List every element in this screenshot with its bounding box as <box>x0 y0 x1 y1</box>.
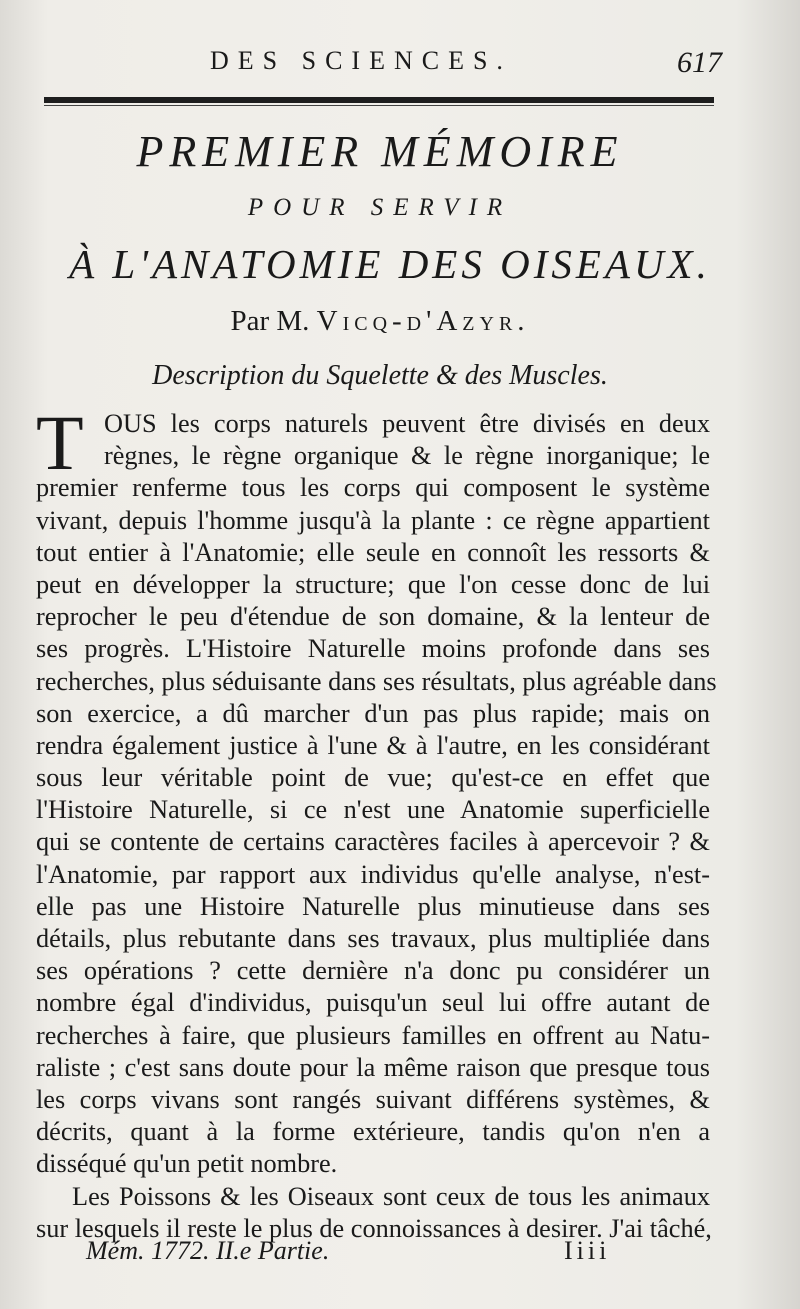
text-line: reprocher le peu d'étendue de son domaine, & la lenteur de <box>36 602 710 632</box>
text-line: raliste ; c'est sans doute pour la même raison que presque tous <box>36 1052 710 1082</box>
running-head-title: DES SCIENCES. <box>210 46 512 75</box>
text-line: rendra également justice à l'une & à l'autre, en les considérant <box>36 730 710 760</box>
text-line: qui se contente de certains caractères faciles à apercevoir ? & <box>36 827 710 857</box>
text-line: vivant, depuis l'homme jusqu'à la plante : ce règne appartient <box>36 505 710 535</box>
text-line: recherches à faire, que plusieurs familles en offrent au Natu- <box>36 1020 710 1050</box>
text-line: les corps vivans sont rangés suivant différens systèmes, & <box>36 1084 710 1114</box>
signature-mark: Iiii <box>564 1236 611 1265</box>
drop-cap: T <box>36 399 84 486</box>
memoir-subject: À L'ANATOMIE DES OISEAUX. <box>69 241 711 287</box>
text-line: OUS les corps naturels peuvent être divisés en deux <box>104 409 710 438</box>
memoir-title: PREMIER MÉMOIRE <box>136 127 624 176</box>
running-head <box>0 46 800 86</box>
text-line: elle pas une Histoire Naturelle plus minutieuse dans ses <box>36 891 710 921</box>
text-line: ses progrès. L'Histoire Naturelle moins profonde dans ses <box>36 634 710 664</box>
header-rule <box>44 97 714 103</box>
section-subtitle: Description du Squelette & des Muscles. <box>152 360 608 391</box>
text-line: sur lesquels il reste le plus de connoissances à desirer. J'ai tâché, <box>36 1213 712 1243</box>
text-line: l'Anatomie, par rapport aux individus qu'elle analyse, n'est- <box>36 859 710 889</box>
text-line: ses opérations ? cette dernière n'a donc pu considérer un <box>36 956 710 986</box>
text-line: disséqué qu'un petit nombre. <box>36 1149 338 1179</box>
text-line: l'Histoire Naturelle, si ce n'est une Anatomie superficielle <box>36 795 710 825</box>
author-prefix: Par M. <box>230 305 310 337</box>
text-line: premier renferme tous les corps qui composent le système <box>36 473 710 503</box>
text-line: recherches, plus séduisante dans ses résultats, plus agréable dans <box>36 666 717 696</box>
text-line: détails, plus rebutante dans ses travaux, plus multipliée dans <box>36 924 710 953</box>
signature-line: Mém. 1772. II.e Partie. <box>86 1236 330 1265</box>
text-line: sous leur véritable point de vue; qu'est-ce en effet que <box>36 763 710 793</box>
text-line: Les Poissons & les Oiseaux sont ceux de tous les animaux <box>72 1181 710 1211</box>
author-name: Vicq-d'Azyr. <box>316 305 530 337</box>
text-line: peut en développer la structure; que l'on cesse donc de lui <box>36 569 710 599</box>
text-line: règnes, le règne organique & le règne inorganique; le <box>104 441 710 471</box>
page-footer <box>0 1236 800 1276</box>
text-line: tout entier à l'Anatomie; elle seule en connoît les ressorts & <box>36 537 710 567</box>
body-text <box>36 399 717 1245</box>
text-line: décrits, quant à la forme extérieure, tandis qu'on n'en a <box>36 1117 710 1147</box>
text-line: son exercice, a dû marcher d'un pas plus rapide; mais on <box>36 698 710 728</box>
memoir-title-connector: POUR SERVIR <box>247 194 513 221</box>
text-line: nombre égal d'individus, puisqu'un seul lui offre autant de <box>36 988 710 1018</box>
page-number: 617 <box>677 46 722 79</box>
author-line <box>0 305 760 338</box>
